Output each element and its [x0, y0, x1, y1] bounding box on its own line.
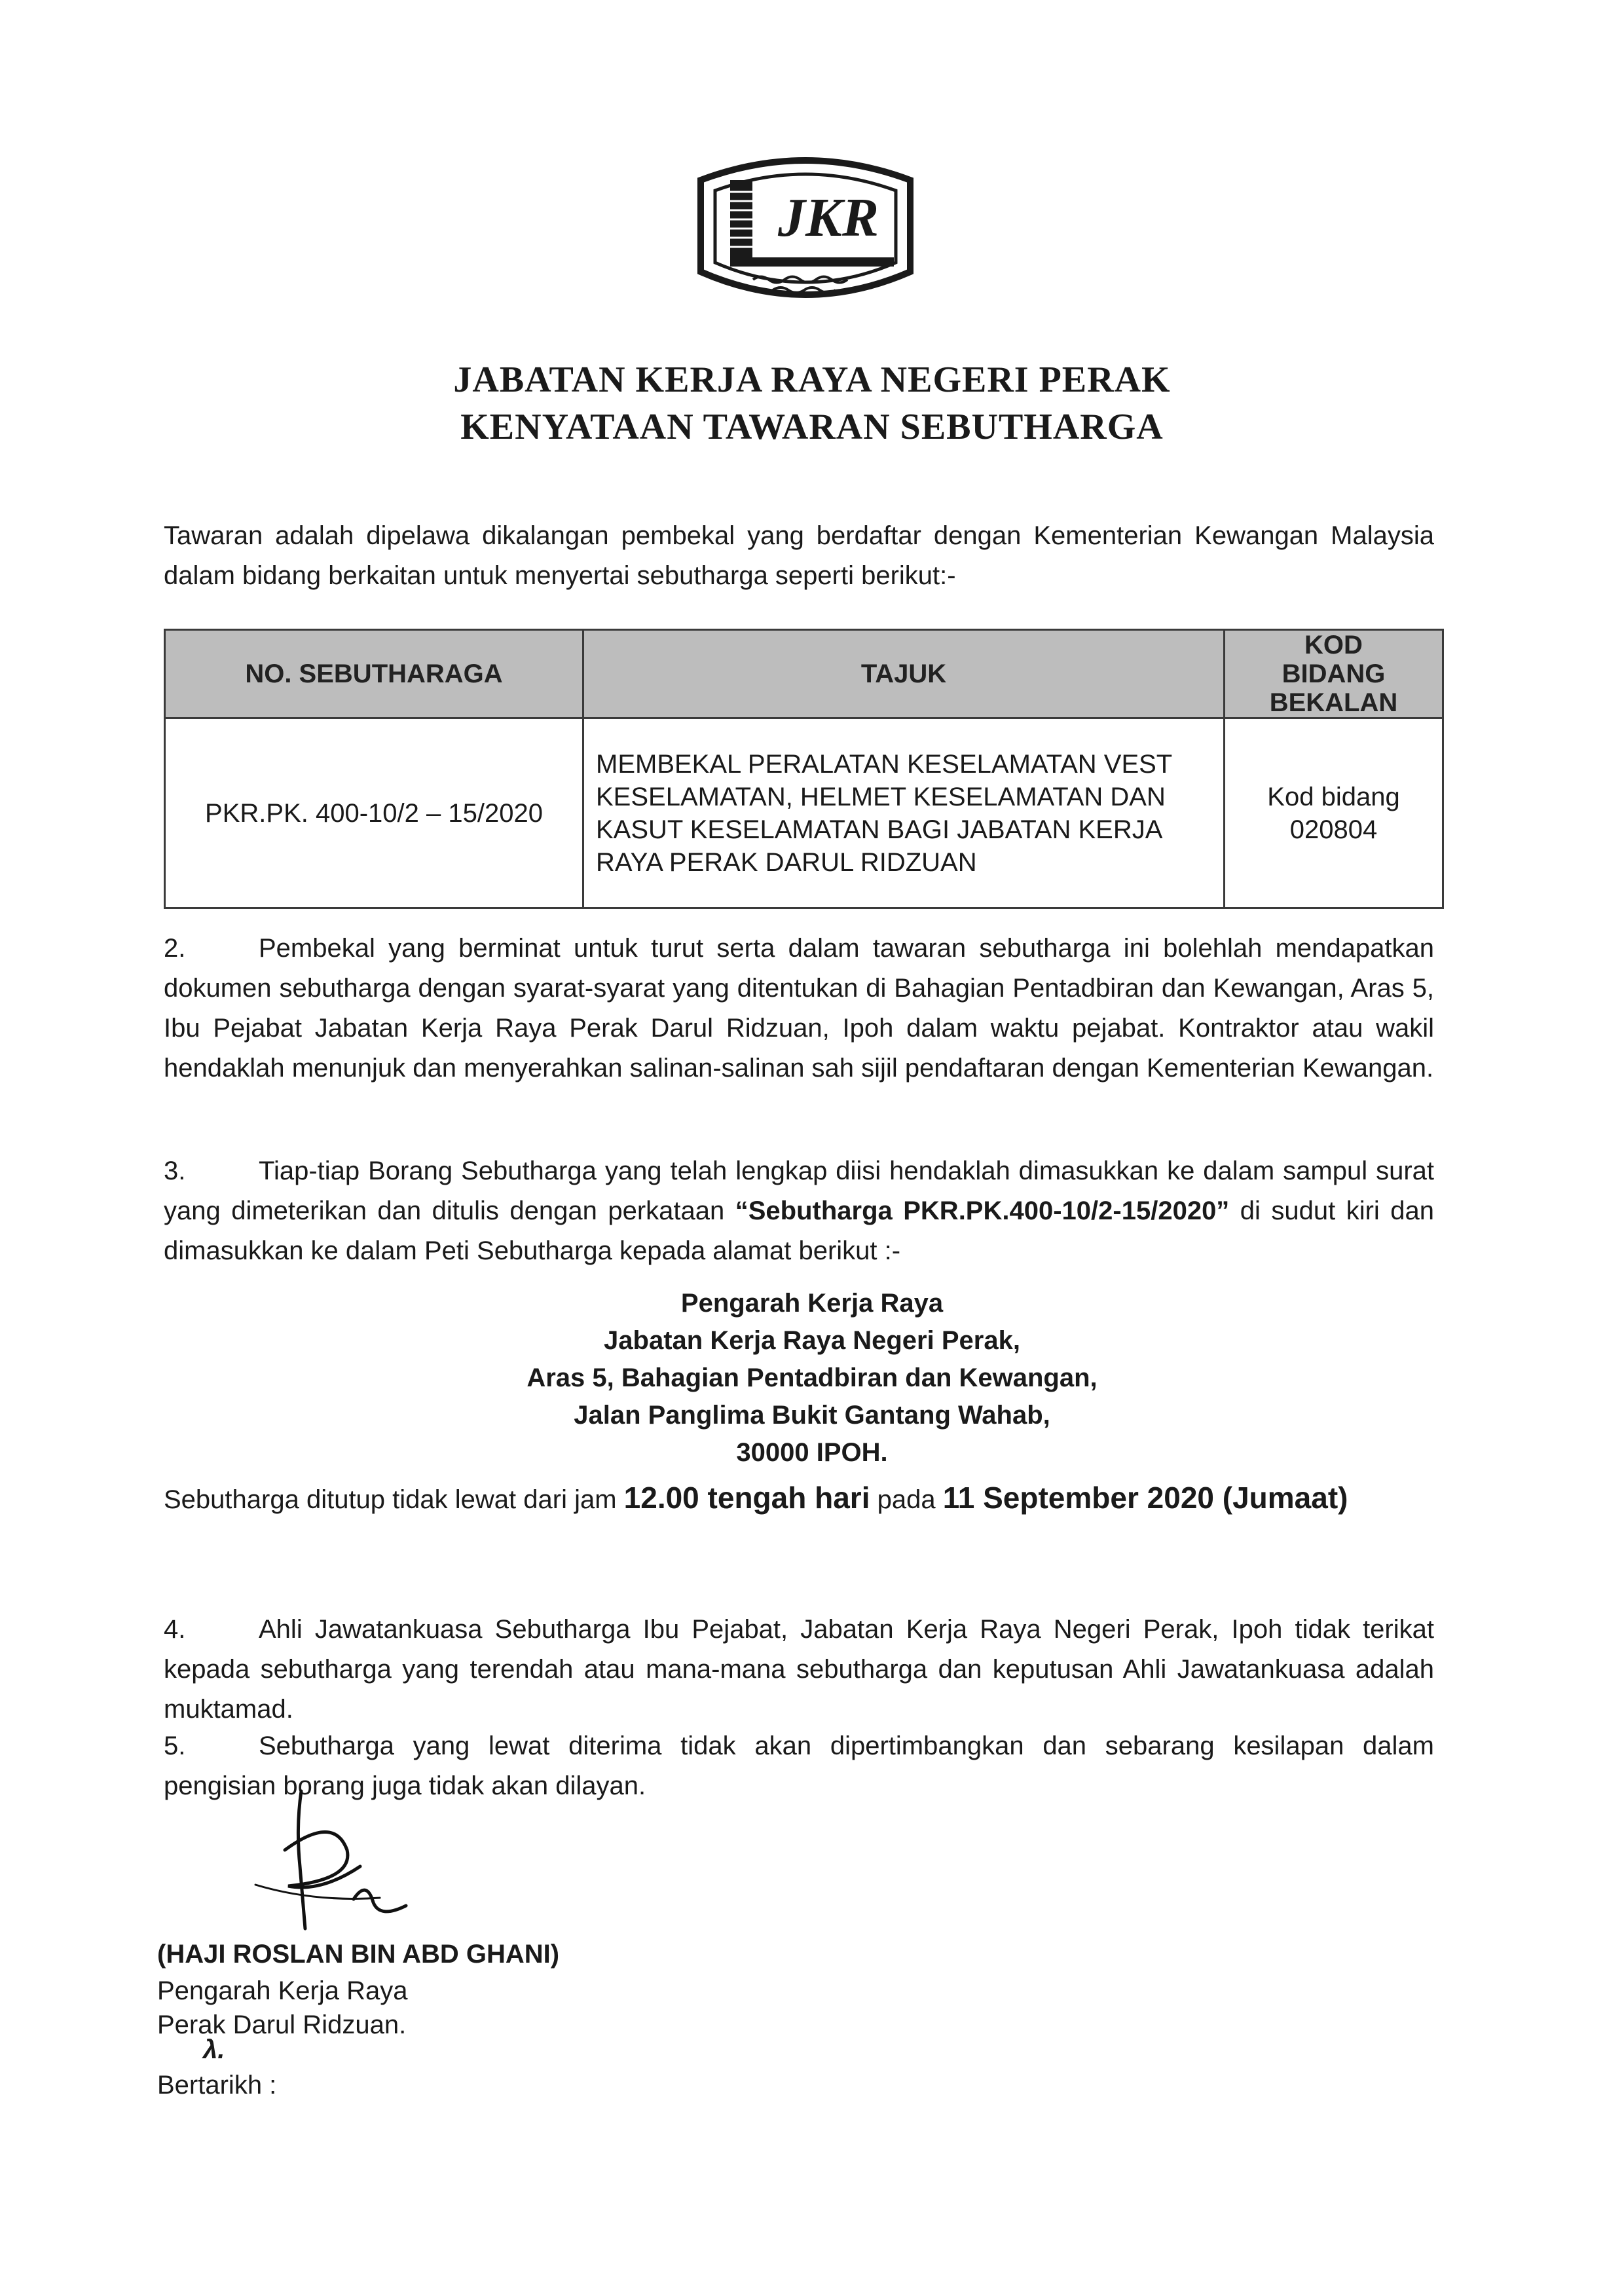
table-header-row — [165, 630, 1443, 718]
address-line-5: 30000 IPOH. — [736, 1438, 888, 1467]
paragraph-5-number: 5. — [164, 1731, 186, 1760]
intro-paragraph: Tawaran adalah dipelawa dikalangan pembekal yang berdaftar dengan Kementerian Kewangan Malaysia dalam bidang berkaitan untuk menyertai sebutharga seperti berikut:- — [164, 521, 1434, 590]
cell-no: PKR.PK. 400-10/2 – 15/2020 — [165, 718, 583, 908]
signatory-title: Pengarah Kerja Raya — [157, 1976, 408, 2005]
closing-date-line — [164, 1480, 1348, 1515]
paragraph-3-reference: “Sebutharga PKR.PK.400-10/2-15/2020” — [735, 1196, 1230, 1225]
paragraph-3-number: 3. — [164, 1157, 186, 1185]
address-line-3: Aras 5, Bahagian Pentadbiran dan Kewangan, — [526, 1363, 1098, 1392]
paragraph-2-number: 2. — [164, 934, 186, 963]
paragraph-3-text-b: di sudut kiri dan dimasukkan ke dalam Peti Sebutharga kepada alamat berikut :- — [164, 1196, 1435, 1265]
closing-time: 12.00 tengah hari — [623, 1481, 870, 1515]
paragraph-4-number: 4. — [164, 1615, 186, 1644]
col-header-kod — [1225, 630, 1443, 718]
closing-text-b: pada — [877, 1485, 936, 1514]
address-line-2: Jabatan Kerja Raya Negeri Perak, — [604, 1326, 1020, 1355]
table-row — [165, 718, 1443, 908]
handwritten-signature — [249, 1788, 445, 1938]
signatory-name: (HAJI ROSLAN BIN ABD GHANI) — [157, 1940, 560, 1969]
jkr-logo — [674, 134, 936, 331]
address-line-1: Pengarah Kerja Raya — [680, 1289, 944, 1318]
paragraph-5-text: Sebutharga yang lewat diterima tidak akan dipertimbangkan dan sebarang kesilapan dalam pengisian borang juga tidak akan dilayan. — [164, 1731, 1434, 1800]
paragraph-2-text: Pembekal yang berminat untuk turut serta dalam tawaran sebutharga ini bolehlah mendapatkan dokumen sebutharga dengan syarat-syarat yang ditentukan di Bahagian Pentadbiran dan Kewangan, Aras 5, Ibu Pejabat Jabatan Kerja Raya Perak Darul Ridzuan, Ipoh dalam waktu pejabat. Kontraktor atau wakil hendaklah menunjuk dan menyerahkan salinan-salinan sah sijil pendaftaran dengan Kementerian Kewangan. — [164, 934, 1434, 1083]
col-header-kod-text: KOD BIDANG BEKALAN — [1269, 631, 1398, 717]
paragraph-3 — [164, 1151, 1434, 1271]
signatory-place: Perak Darul Ridzuan. — [157, 2010, 407, 2039]
notice-title: KENYATAAN TAWARAN SEBUTHARGA — [460, 407, 1164, 447]
department-title: JABATAN KERJA RAYA NEGERI PERAK — [453, 360, 1171, 400]
logo-text: JKR — [777, 187, 879, 248]
date-label: Bertarikh : — [157, 2071, 277, 2100]
initial-mark: λ. — [203, 2035, 225, 2064]
cell-tajuk: MEMBEKAL PERALATAN KESELAMATAN VEST KESELAMATAN, HELMET KESELAMATAN DAN KASUT KESELAMATAN BAGI JABATAN KERJA RAYA PERAK DARUL RIDZUAN — [583, 718, 1225, 908]
address-block — [0, 1285, 1624, 1472]
paragraph-2 — [164, 929, 1434, 1088]
closing-text-a: Sebutharga ditutup tidak lewat dari jam — [164, 1485, 617, 1514]
paragraph-4-text: Ahli Jawatankuasa Sebutharga Ibu Pejabat, Jabatan Kerja Raya Negeri Perak, Ipoh tidak terikat kepada sebutharga yang terendah atau mana-mana sebutharga dan keputusan Ahli Jawatankuasa adalah muktamad. — [164, 1615, 1434, 1724]
col-header-tajuk: TAJUK — [583, 630, 1225, 718]
address-line-4: Jalan Panglima Bukit Gantang Wahab, — [574, 1401, 1050, 1430]
closing-date: 11 September 2020 (Jumaat) — [942, 1481, 1348, 1515]
cell-kod — [1225, 718, 1443, 908]
paragraph-3-text-a: Tiap-tiap Borang Sebutharga yang telah lengkap diisi hendaklah dimasukkan ke dalam sampul surat yang dimeterikan dan ditulis dengan perkataan — [164, 1157, 1434, 1225]
paragraph-4 — [164, 1610, 1434, 1730]
cell-kod-text: Kod bidang 020804 — [1267, 782, 1400, 844]
jkr-logo-graphic — [674, 134, 936, 331]
quotation-table — [164, 629, 1444, 909]
col-header-no: NO. SEBUTHARAGA — [165, 630, 583, 718]
